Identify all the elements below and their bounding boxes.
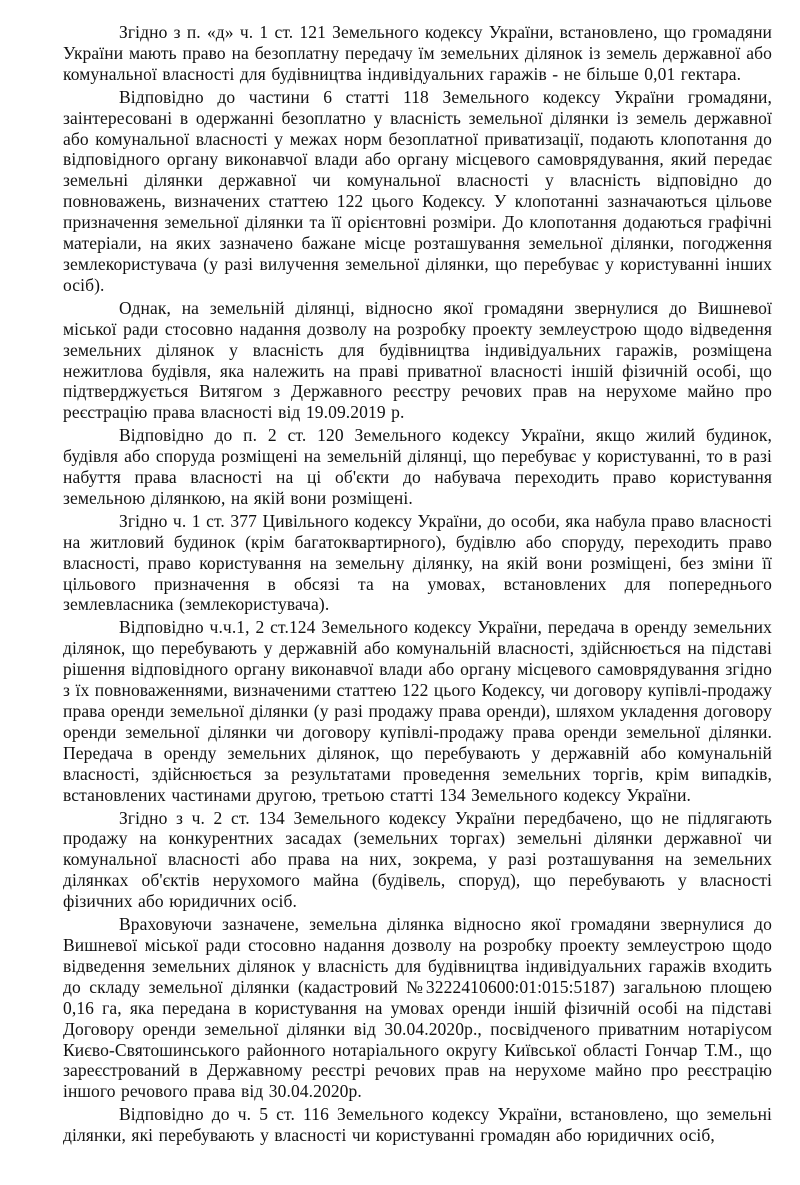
paragraph-article-124-lease: Відповідно ч.ч.1, 2 ст.124 Земельного кодексу України, передача в оренду земельних ділянок, що перебувають у державній або комунальній власності, здійснюється на підставі рішення відповідного органу виконавчої влади або органу місцевого самоврядування згідно з їх повноваженнями, визначеними статтею 122 цього Кодексу, чи договору купівлі-продажу права оренди земельної ділянки (у разі продажу права оренди), шляхом укладення договору оренди земельної ділянки чи договору купівлі-продажу права оренди земельної ділянки. Передача в оренду земельних ділянок, що перебувають у державній або комунальній власності, здійснюється за результатами проведення земельних торгів, крім випадків, встановлених частинами другою, третьою статті 134 Земельного кодексу України.: [63, 617, 772, 805]
paragraph-free-garage-land-right: Згідно з п. «д» ч. 1 ст. 121 Земельного кодексу України, встановлено, що громадяни України мають право на безоплатну передачу їм земельних ділянок із земель державної або комунальної власності для будівництва індивідуальних гаражів - не більше 0,01 гектара.: [63, 22, 772, 84]
paragraph-nonresidential-building: Однак, на земельній ділянці, відносно якої громадяни звернулися до Вишневої міської ради стосовно надання дозволу на розробку проекту землеустрою щодо відведення земельних ділянок у власність для будівництва індивідуальних гаражів, розміщена нежитлова будівля, яка належить на праві приватної власності іншій фізичній особі, що підтверджується Витягом з Державного реєстру речових прав на нерухоме майно про реєстрацію права власності від 19.09.2019 р.: [63, 297, 772, 423]
paragraph-article-134: Згідно з ч. 2 ст. 134 Земельного кодексу України передбачено, що не підлягають продажу на конкурентних засадах (земельних торгах) земельні ділянки державної чи комунальної власності або права на них, зокрема, у разі розташування на земельних ділянках об'єктів нерухомого майна (будівель, споруд), що перебувають у власності фізичних або юридичних осіб.: [63, 807, 772, 912]
paragraph-article-116: Відповідно до ч. 5 ст. 116 Земельного кодексу України, встановлено, що земельні ділянки, які перебувають у власності чи користуванні громадян або юридичних осіб,: [63, 1104, 772, 1146]
paragraph-article-120: Відповідно до п. 2 ст. 120 Земельного кодексу України, якщо жилий будинок, будівля або споруда розміщені на земельній ділянці, що перебуває у користуванні, то в разі набуття права власності на ці об'єкти до набувача переходить право користування земельною ділянкою, на якій вони розміщені.: [63, 425, 772, 508]
paragraph-civil-code-377: Згідно ч. 1 ст. 377 Цивільного кодексу України, до особи, яка набула право власності на житловий будинок (крім багатоквартирного), будівлю або споруду, переходить право власності, право користування на земельну ділянку, на якій вони розміщені, без зміни її цільового призначення в обсязі та на умовах, встановлених для попереднього землевласника (землекористувача).: [63, 510, 772, 615]
paragraph-conclusion-cadastral: Враховуючи зазначене, земельна ділянка відносно якої громадяни звернулися до Вишневої міської ради стосовно надання дозволу на розробку проекту землеустрою щодо відведення земельних ділянок у власність для будівництва індивідуальних гаражів входить до складу земельної ділянки (кадастровий №3222410600:01:015:5187) загальною площею 0,16 га, яка передана в користування на умовах оренди іншій фізичній особі на підставі Договору оренди земельної ділянки від 30.04.2020р., посвідченого приватним нотаріусом Києво-Святошинського районного нотаріального округу Київської області Гончар Т.М., що зареєстрований в Державному реєстрі речових прав на нерухоме майно про реєстрацію іншого речового права від 30.04.2020р.: [63, 914, 772, 1102]
paragraph-article-118-application: Відповідно до частини 6 статті 118 Земельного кодексу України громадяни, заінтересовані в одержанні безоплатно у власність земельної ділянки із земель державної або комунальної власності у межах норм безоплатної приватизації, подають клопотання до відповідного органу виконавчої влади або органу місцевого самоврядування, який передає земельні ділянки державної чи комунальної власності у власність відповідно до повноважень, визначених статтею 122 цього Кодексу. У клопотанні зазначаються цільове призначення земельної ділянки та її орієнтовні розміри. До клопотання додаються графічні матеріали, на яких зазначено бажане місце розташування земельної ділянки, погодження землекористувача (у разі вилучення земельної ділянки, що перебуває у користуванні інших осіб).: [63, 86, 772, 295]
